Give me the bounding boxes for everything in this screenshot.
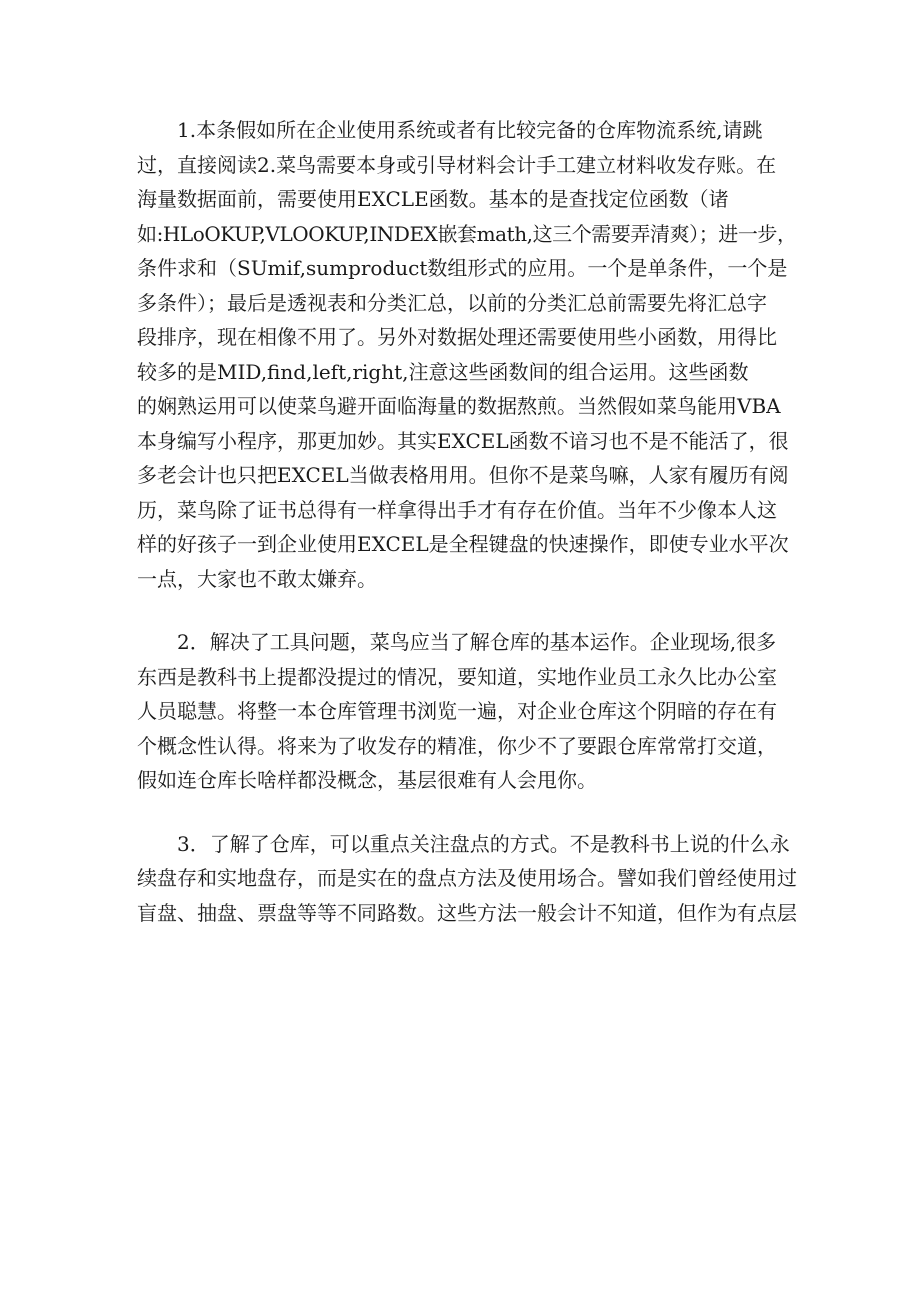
text-line: 个概念性认得。将来为了收发存的精准，你少不了要跟仓库常常打交道， xyxy=(137,733,777,758)
text-line: 3．了解了仓库，可以重点关注盘点的方式。不是教科书上说的什么永 xyxy=(137,831,790,856)
text-line: 较多的是MID,find,left,right,注意这些函数间的组合运用。这些函数 xyxy=(137,359,749,384)
paragraph-1 xyxy=(137,113,797,596)
text-line: 续盘存和实地盘存，而是实在的盘点方法及使用场合。譬如我们曾经使用过 xyxy=(137,866,797,890)
text-line: 的娴熟运用可以使菜鸟避开面临海量的数据熬煎。当然假如菜鸟能用VBA xyxy=(137,394,781,418)
text-line: 海量数据面前，需要使用EXCLE函数。基本的是查找定位函数（诸 xyxy=(137,187,729,211)
text-line: 多条件）；最后是透视表和分类汇总，以前的分类汇总前需要先将汇总字 xyxy=(137,290,767,315)
text-line: 历，菜鸟除了证书总得有一样拿得出手才有存在价值。当年不少像本人这 xyxy=(137,497,777,522)
paragraph-2 xyxy=(137,625,797,798)
text-line: 东西是教科书上提都没提过的情况，要知道，实地作业员工永久比办公室 xyxy=(137,664,777,689)
text-line: 条件求和（SUmif,sumproduct数组形式的应用。一个是单条件，一个是 xyxy=(137,256,788,280)
text-line: 如:HLoOKUP,VLOOKUP,INDEX嵌套math,这三个需要弄清爽）；进一步， xyxy=(137,221,797,246)
text-line: 盲盘、抽盘、票盘等等不同路数。这些方法一般会计不知道，但作为有点层 xyxy=(137,900,797,925)
paragraph-3 xyxy=(137,827,797,931)
text-line: 多老会计也只把EXCEL当做表格用用。但你不是菜鸟嘛，人家有履历有阅 xyxy=(137,463,789,487)
text-line: 假如连仓库长啥样都没概念，基层很难有人会甩你。 xyxy=(137,768,597,792)
text-line: 本身编写小程序，那更加妙。其实EXCEL函数不谙习也不是不能活了，很 xyxy=(137,428,789,453)
text-line: 人员聪慧。将整一本仓库管理书浏览一遍，对企业仓库这个阴暗的存在有 xyxy=(137,699,777,723)
text-line: 1.本条假如所在企业使用系统或者有比较完备的仓库物流系统,请跳 xyxy=(137,118,763,142)
text-line: 样的好孩子一到企业使用EXCEL是全程键盘的快速操作，即使专业水平次 xyxy=(137,532,789,556)
text-line: 一点，大家也不敢太嫌弃。 xyxy=(137,566,377,591)
text-line: 过，直接阅读2.菜鸟需要本身或引导材料会计手工建立材料收发存账。在 xyxy=(137,152,777,177)
text-line: 2．解决了工具问题，菜鸟应当了解仓库的基本运作。企业现场,很多 xyxy=(137,630,777,654)
document-body xyxy=(137,113,797,959)
text-line: 段排序，现在相像不用了。另外对数据处理还需要使用些小函数，用得比 xyxy=(137,325,777,349)
